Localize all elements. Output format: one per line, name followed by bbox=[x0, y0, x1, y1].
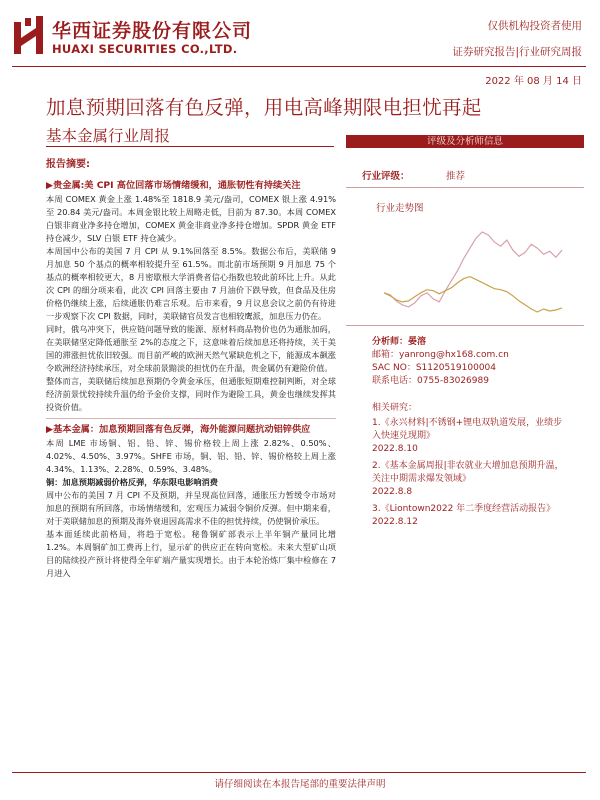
report-category: 证券研究报告|行业研究周报 bbox=[452, 46, 582, 58]
industry-rating bbox=[346, 148, 584, 188]
restriction-note: 仅供机构投资者使用 bbox=[487, 20, 582, 32]
sidebar-header: 评级及分析师信息 bbox=[346, 135, 584, 148]
subheading-copper: 铜：加息预期减弱价格反弹，华东限电影响消费 bbox=[46, 477, 218, 487]
analyst-label: 分析师： bbox=[372, 337, 409, 347]
report-summary bbox=[46, 158, 336, 580]
trend-chart bbox=[380, 228, 566, 316]
paragraph: 本周 LME 市场铜、铝、铅、锌、锡价格较上周上涨 2.82%、0.50%、4.02%、4.50%、3.97%。SHFE 市场，铜、铝、铅、锌、锡价格较上周上涨 4.34%、1.13%、2.28%、0.59%、3.48%。 bbox=[46, 438, 336, 474]
section-heading-precious-metals: ▶贵金属:美 CPI 高位回落市场情绪缓和，通胀韧性有持续关注 bbox=[46, 180, 301, 191]
trend-chart-label: 行业走势图 bbox=[376, 203, 424, 214]
analyst-sac: SAC NO：S1120519100004 bbox=[372, 363, 496, 373]
related-research bbox=[346, 388, 584, 529]
rating-label: 行业评级： bbox=[362, 171, 410, 182]
summary-heading: 报告摘要: bbox=[46, 159, 90, 170]
related-item[interactable]: 3.《Liontown2022 年二季度经营活动报告》 bbox=[372, 504, 556, 514]
paragraph: 本周国中公布的美国 7 月 CPI 从 9.1%回落至 8.5%。数据公布后，美联储 9 月加息 50 个基点的概率相较提升至 61.5%。而北前市场预期 9 月加息 75 个基点的概率相较更大，8 月密歇根大学消费者信心指数也较此前环比上升。从此次 CPI 的细分项来看，此次 CPI 回落主要由 7 月油价下跌导致，但食品及住房价格仍继续上涨，后续通胀仍难言乐观。后市来看，9 月议息会议之前仍有待进一步观察下次 CPI 数据，同时，美联储官员发言也相较鹰派，加息压力仍在。 bbox=[46, 246, 336, 321]
analyst-phone: 联系电话：0755-83026989 bbox=[372, 376, 489, 386]
section-heading-base-metals: ▶基本金属：加息预期回落有色反弹，海外能源问题抗动铝锌供应 bbox=[46, 424, 311, 435]
paragraph: 基本面延续此前格局，将趋于宽松。秘鲁铜矿部表示上半年铜产量同比增 1.2%。本周铜矿加工费再上行，显示矿的供应正在转向宽松。未来大型矿山项目的陆续投产预计将使得全年矿端产量实现增长。由于本轮治炼厂集中检修在 7 月进入 bbox=[46, 529, 336, 578]
header-divider bbox=[12, 66, 586, 67]
related-item[interactable]: 2.《基本金属周报|非农就业大增加息预期升温，关注中期需求爆发领域》 bbox=[372, 461, 564, 484]
paragraph: 周中公布的美国 7 月 CPI 不及预期，并呈现高位回落，通胀压力暂缓令市场对加息的预期有所回落，市场情绪缓和，宏观压力减弱令铜价反弹。但中期来看，对于美联储加息的预期及海外衰退因高需求不佳的担忧持续，仍使铜价承压。 bbox=[46, 490, 336, 526]
paragraph: 同时，俄乌冲突下，供应链问题导致的能源、原材料商品物价也仍为通胀加码，在美联储坚定降低通胀至 2%的态度之下，这意味着后续加息还将持续，关于美国的滞涨担忧依旧较强。而目前严峻的欧洲天然气紧缺危机之下，能源成本飙涨令欧洲经济持续承压，对全球前景黯淡的担忧仍在升温，贵金属仍有避险价值。 bbox=[46, 324, 336, 373]
sidebar bbox=[346, 135, 584, 533]
analyst-info bbox=[346, 326, 584, 388]
logo-english-name: HUAXI SECURITIES CO.,LTD. bbox=[52, 42, 238, 56]
paragraph: 本周 COMEX 黄金上涨 1.48%至 1818.9 美元/盎司，COMEX 银上涨 4.91%至 20.84 美元/盎司。本周金银比较上周略走低，目前为 87.30。本周 COMEX 白银非商业净多持仓增加，COMEX 黄金非商业净多持仓增加。SPDR 黄金 ETF 持仓减少，SLV 白银 ETF 持仓减少。 bbox=[46, 194, 336, 243]
subtitle-divider bbox=[46, 146, 334, 147]
legal-notice: 请仔细阅读在本报告尾部的重要法律声明 bbox=[214, 779, 386, 790]
related-item[interactable]: 1.《永兴材料|不锈钢+锂电双轨道发展，业绩步入快速兑现期》 bbox=[372, 418, 563, 441]
series-line-1 bbox=[384, 277, 562, 312]
series-line-0 bbox=[384, 232, 562, 307]
rating-value: 推荐 bbox=[446, 171, 466, 182]
related-date: 2022.8.8 bbox=[372, 487, 413, 497]
report-subtitle: 基本金属行业周报 bbox=[46, 127, 171, 145]
section-divider bbox=[46, 418, 336, 419]
related-date: 2022.8.10 bbox=[372, 444, 418, 454]
analyst-name: 晏溶 bbox=[408, 337, 427, 347]
report-title: 加息预期回落有色反弹，用电高峰期限电担忧再起 bbox=[46, 96, 482, 119]
related-date: 2022.8.12 bbox=[372, 517, 418, 527]
huaxi-logo-icon bbox=[12, 14, 46, 58]
logo-chinese-name: 华西证券股份有限公司 bbox=[52, 20, 253, 42]
paragraph: 整体而言，美联储后续加息预期仍令黄金承压，但通胀短期难控制判断，对全球经济前景忧较持续升温仍给予金价支撑，同时作为避险工具，黄金也继续发挥其投资价值。 bbox=[46, 376, 336, 412]
footer-divider bbox=[12, 772, 586, 773]
company-logo bbox=[12, 12, 272, 62]
report-date: 2022 年 08 月 14 日 bbox=[485, 76, 582, 87]
industry-trend bbox=[346, 188, 584, 326]
analyst-email: 邮箱：yanrong@hx168.com.cn bbox=[372, 350, 509, 360]
related-title: 相关研究： bbox=[372, 403, 418, 413]
